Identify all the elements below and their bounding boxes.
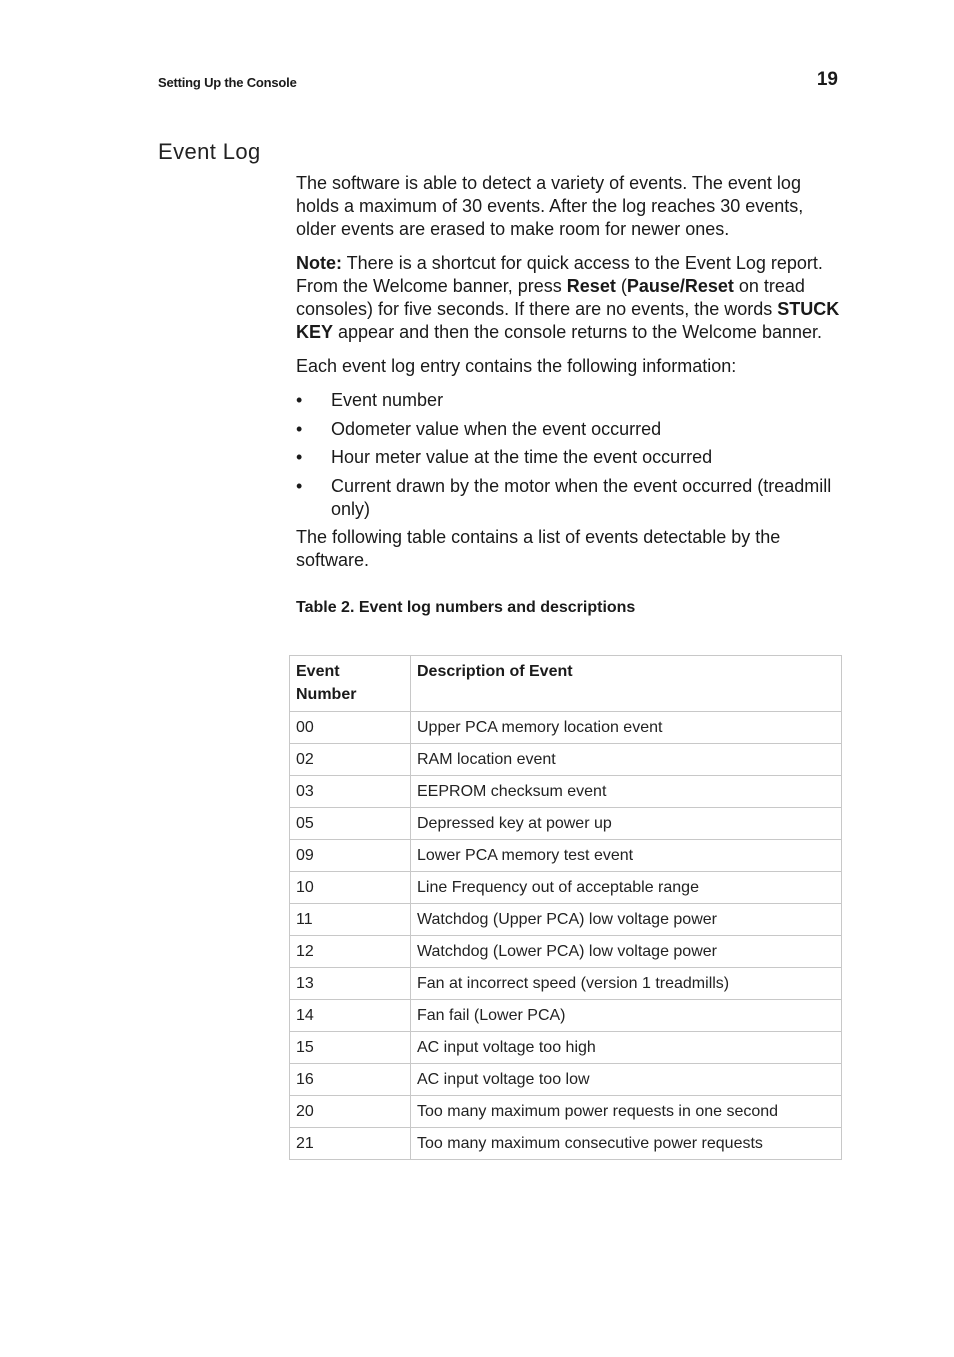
table-row	[290, 936, 842, 968]
event-description-cell: Fan at incorrect speed (version 1 treadmills)	[411, 968, 842, 1000]
event-description-cell: AC input voltage too low	[411, 1064, 842, 1096]
event-description-cell: Lower PCA memory test event	[411, 840, 842, 872]
list-item	[296, 446, 841, 469]
entry-intro-paragraph: Each event log entry contains the following information:	[296, 356, 737, 376]
event-description-cell: Line Frequency out of acceptable range	[411, 872, 842, 904]
stuck-key-text: STUCK KEY	[296, 299, 840, 342]
table-row	[290, 904, 842, 936]
list-item-text: Current drawn by the motor when the event occurred (treadmill only)	[331, 475, 832, 519]
table-intro-paragraph: The following table contains a list of events detectable by the software.	[296, 527, 781, 570]
bullet-icon: •	[296, 390, 303, 410]
event-number-cell: 21	[290, 1128, 411, 1160]
event-number-cell: 14	[290, 1000, 411, 1032]
event-number-cell: 02	[290, 744, 411, 776]
column-header-event-number: Event Number	[290, 656, 411, 712]
note-paren: (	[615, 276, 627, 296]
column-header-description: Description of Event	[411, 656, 842, 712]
event-number-cell: 00	[290, 712, 411, 744]
body-text	[296, 172, 841, 630]
event-description-cell: Watchdog (Upper PCA) low voltage power	[411, 904, 842, 936]
bullet-icon: •	[296, 475, 303, 496]
event-description-cell: Fan fail (Lower PCA)	[411, 1000, 842, 1032]
event-number-cell: 13	[290, 968, 411, 1000]
table-row	[290, 1096, 842, 1128]
note-label: Note:	[296, 253, 342, 273]
event-description-cell: Too many maximum power requests in one second	[411, 1096, 842, 1128]
event-description-cell: Too many maximum consecutive power requests	[411, 1128, 842, 1160]
reset-key-text: Reset	[566, 276, 616, 296]
list-item	[296, 389, 841, 412]
table-row	[290, 776, 842, 808]
table-row	[290, 872, 842, 904]
event-description-cell: EEPROM checksum event	[411, 776, 842, 808]
event-number-cell: 10	[290, 872, 411, 904]
list-item-text: Odometer value when the event occurred	[331, 418, 662, 439]
intro-paragraph: The software is able to detect a variety of events. The event log holds a maximum of 30 events. After the log reaches 30 events, older events are erased to make room for newer ones.	[296, 173, 804, 239]
table-header-row	[290, 656, 842, 712]
event-number-cell: 16	[290, 1064, 411, 1096]
note-text-1: There is a shortcut for quick access to the Event Log report. From the Welcome banner, press	[296, 253, 823, 296]
event-number-cell: 12	[290, 936, 411, 968]
pause-reset-key-text: Pause/Reset	[626, 276, 734, 296]
list-item	[296, 475, 841, 521]
bullet-icon: •	[296, 418, 303, 439]
event-number-cell: 03	[290, 776, 411, 808]
note-text-2: on tread consoles) for five seconds. If there are no events, the words	[296, 276, 805, 319]
event-description-cell: Depressed key at power up	[411, 808, 842, 840]
table-row	[290, 744, 842, 776]
table-row	[290, 808, 842, 840]
table-caption: Table 2. Event log numbers and descriptions	[296, 599, 636, 616]
table-row	[290, 840, 842, 872]
info-bullet-list	[296, 389, 841, 521]
list-item-text: Hour meter value at the time the event occurred	[331, 447, 713, 467]
table-row	[290, 968, 842, 1000]
page-number: 19	[816, 69, 838, 90]
list-item-text: Event number	[331, 390, 444, 410]
event-description-cell: RAM location event	[411, 744, 842, 776]
bullet-icon: •	[296, 447, 303, 467]
event-description-cell: Upper PCA memory location event	[411, 712, 842, 744]
section-title: Event Log	[158, 139, 261, 164]
table-row	[290, 1032, 842, 1064]
table-row	[290, 1000, 842, 1032]
note-paragraph	[296, 252, 841, 344]
event-number-cell: 15	[290, 1032, 411, 1064]
running-title: Setting Up the Console	[158, 75, 297, 90]
event-number-cell: 05	[290, 808, 411, 840]
event-number-cell: 09	[290, 840, 411, 872]
table-row	[290, 712, 842, 744]
table-row	[290, 1064, 842, 1096]
event-description-cell: Watchdog (Lower PCA) low voltage power	[411, 936, 842, 968]
event-number-cell: 20	[290, 1096, 411, 1128]
table-row	[290, 1128, 842, 1160]
note-text-3: appear and then the console returns to the Welcome banner.	[333, 322, 823, 342]
event-description-cell: AC input voltage too high	[411, 1032, 842, 1064]
event-number-cell: 11	[290, 904, 411, 936]
list-item	[296, 418, 841, 441]
event-log-table	[289, 655, 842, 1160]
